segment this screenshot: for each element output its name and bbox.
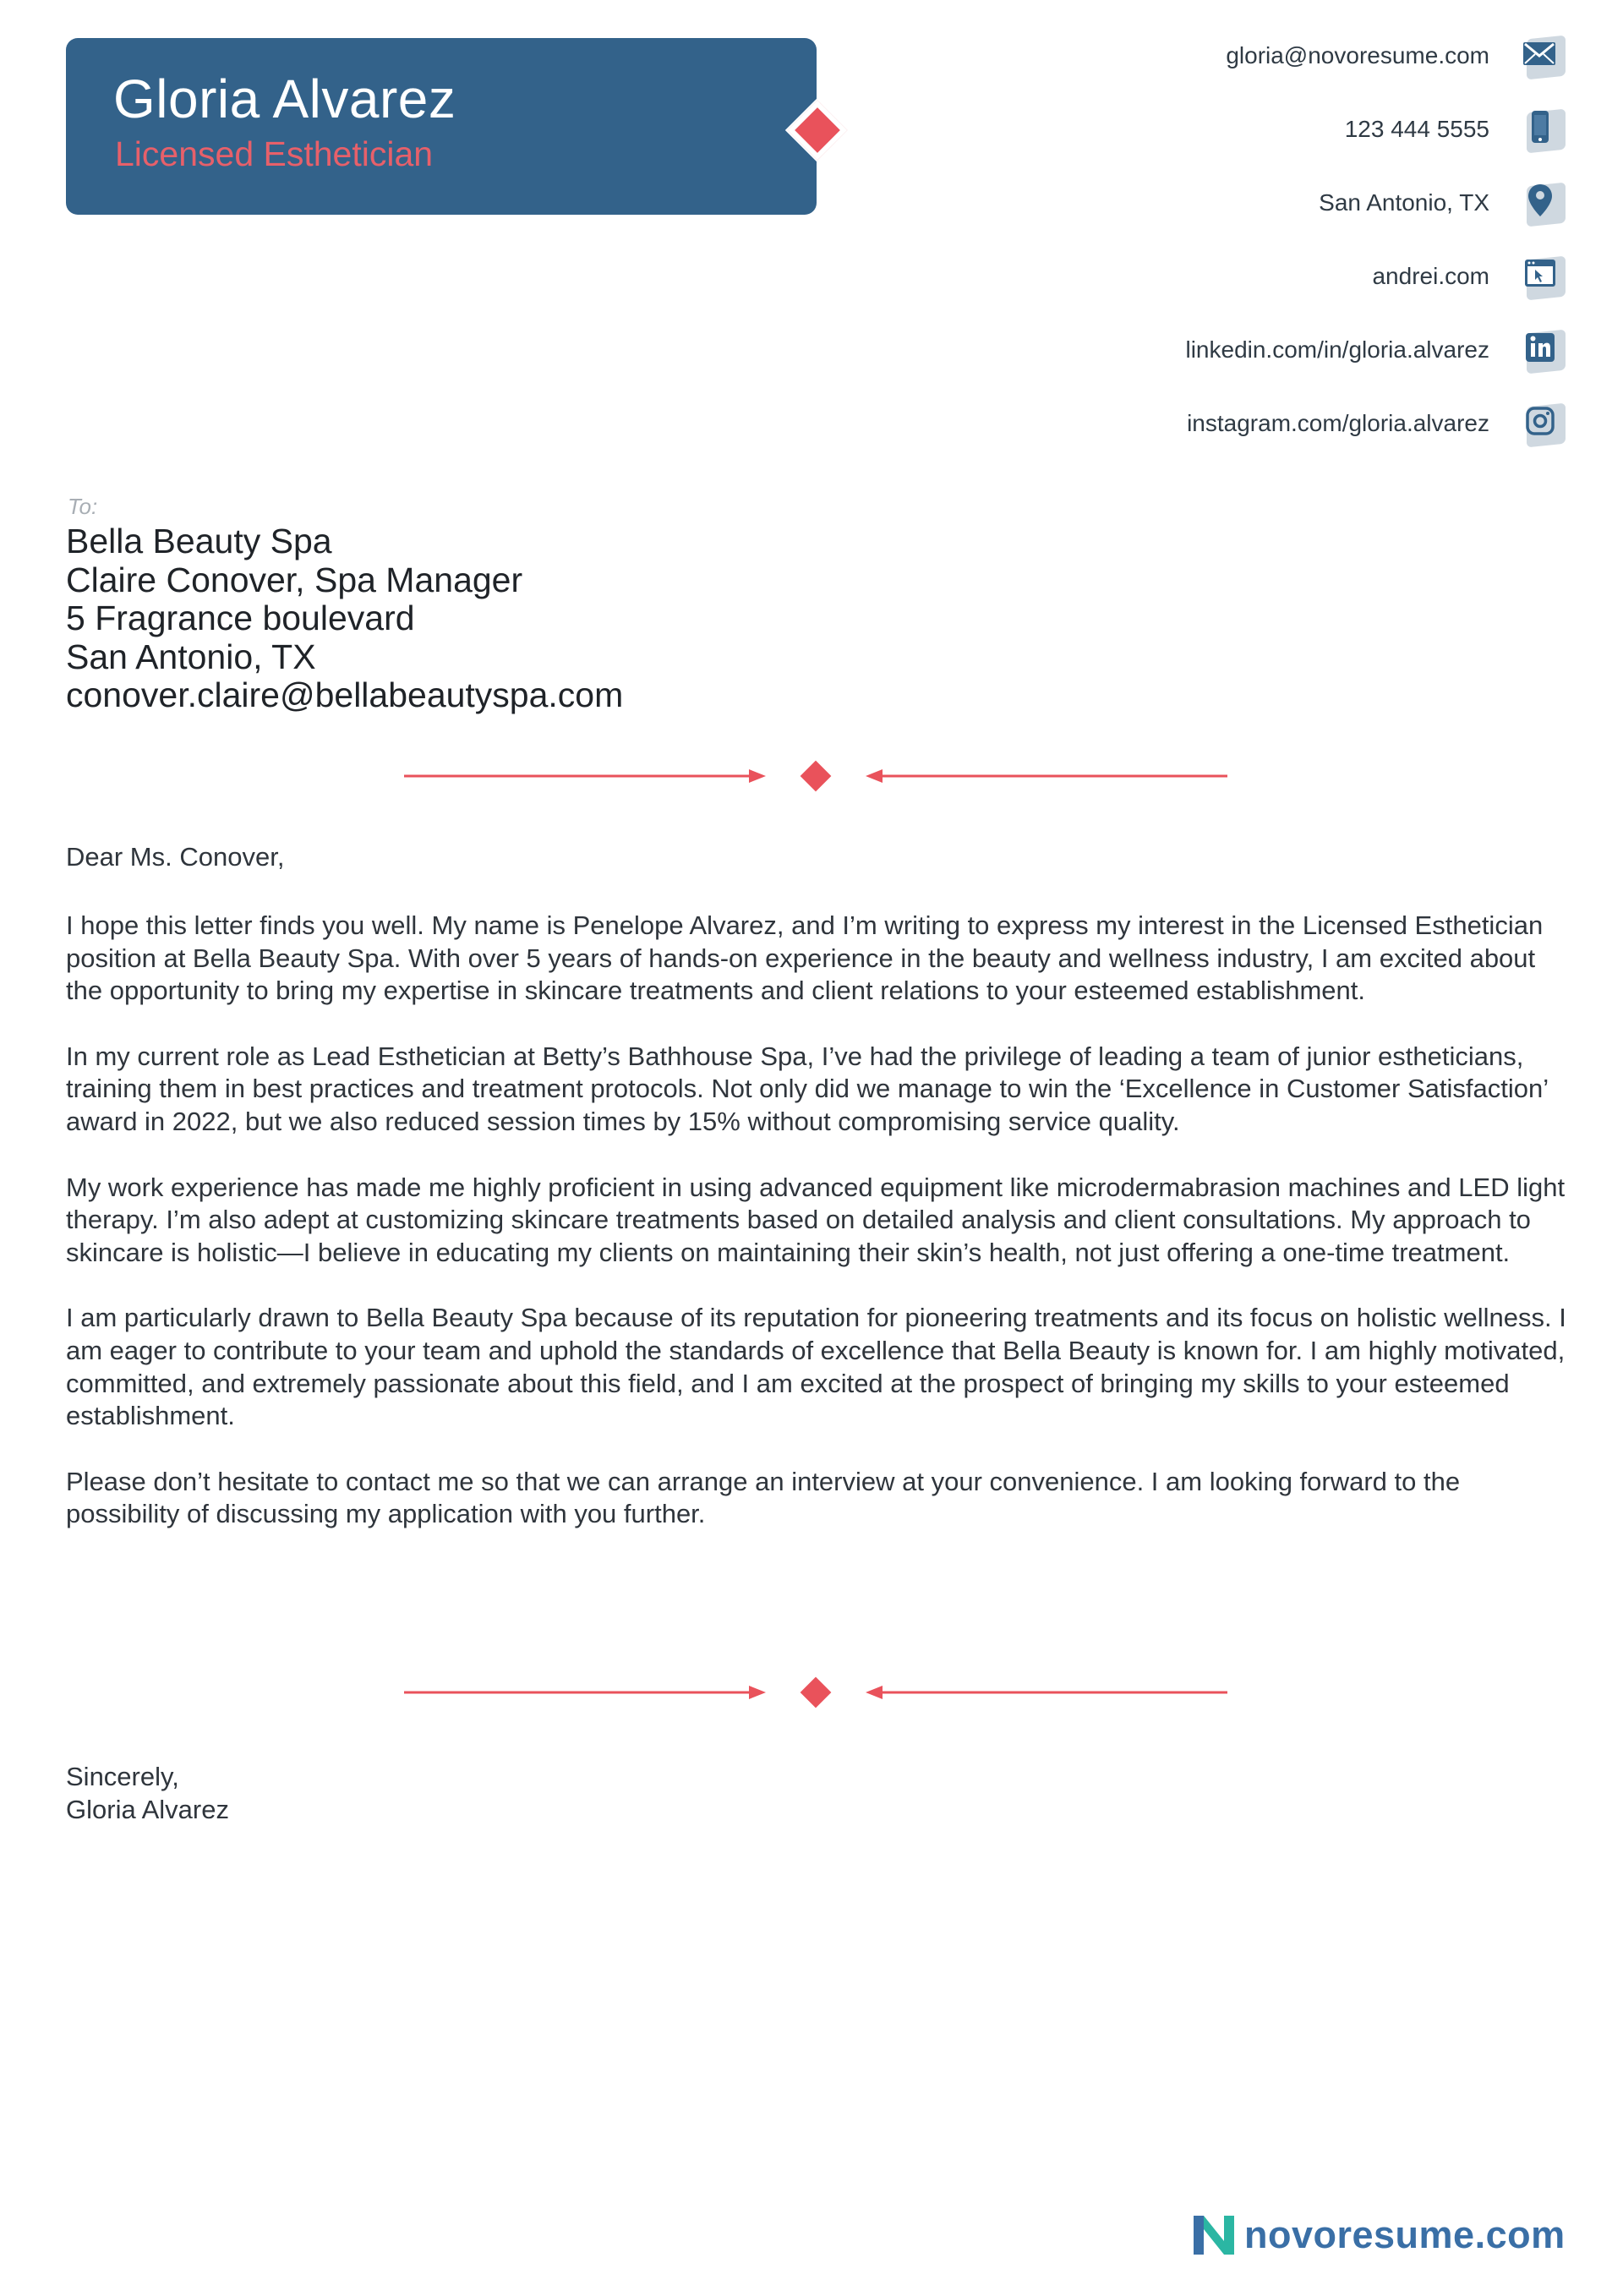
- letter-body: [66, 910, 1571, 1564]
- contact-phone-text[interactable]: 123 444 5555: [1344, 116, 1489, 142]
- contact-instagram-text[interactable]: instagram.com/gloria.alvarez: [1187, 410, 1489, 436]
- contact-website-text[interactable]: andrei.com: [1372, 263, 1489, 289]
- recipient-company: Bella Beauty Spa: [66, 522, 332, 560]
- letter-paragraph: In my current role as Lead Esthetician at Betty’s Bathhouse Spa, I’ve had the privilege of leading a team of junior estheticians, training them in best practices and treatment protocols. Not only did we manage to win the ‘Excellence in Customer Satisfaction’ award in 2022, but we also reduced session times by 15% without compromising service quality.: [66, 1041, 1548, 1136]
- letter-paragraph: I am particularly drawn to Bella Beauty Spa because of its reputation for pioneering treatments and its focus on holistic wellness. I am eager to contribute to your team and uphold the standards of excellence that Bella Beauty is known for. I am highly motivated, committed, and extremely passionate about this field, and I am excited at the prospect of bringing my skills to your esteemed establishment.: [66, 1303, 1566, 1431]
- letter-salutation: Dear Ms. Conover,: [66, 842, 285, 872]
- recipient-city: San Antonio, TX: [66, 637, 316, 676]
- envelope-icon: [1522, 32, 1567, 79]
- name-header-box: [66, 38, 817, 215]
- recipient-street: 5 Fragrance boulevard: [66, 599, 415, 637]
- contact-instagram[interactable]: [1187, 398, 1567, 449]
- phone-icon: [1522, 106, 1567, 153]
- contact-location[interactable]: [1319, 178, 1567, 228]
- closing-phrase: Sincerely,: [66, 1762, 179, 1791]
- recipient-contact-name: Claire Conover, Spa Manager: [66, 560, 523, 599]
- contact-location-text[interactable]: San Antonio, TX: [1319, 189, 1489, 216]
- signature-name: Gloria Alvarez: [66, 1794, 229, 1824]
- contact-phone[interactable]: [1345, 104, 1567, 155]
- recipient-address: [66, 522, 623, 715]
- letter-paragraph: Please don’t hesitate to contact me so that we can arrange an interview at your convenience. I am looking forward to the possibility of discussing my application with you further.: [66, 1466, 1461, 1529]
- novoresume-n-icon: [1190, 2212, 1238, 2258]
- letter-paragraph: I hope this letter finds you well. My name is Penelope Alvarez, and I’m writing to express my interest in the Licensed Esthetician position at Bella Beauty Spa. With over 5 years of hands-on experience in the beauty and wellness industry, I am excited about the opportunity to bring my expertise in skincare treatments and client relations to your esteemed establishment.: [66, 910, 1544, 1006]
- contact-linkedin-text[interactable]: linkedin.com/in/gloria.alvarez: [1185, 336, 1489, 363]
- novoresume-logo[interactable]: [1190, 2212, 1566, 2258]
- linkedin-icon: [1522, 326, 1567, 374]
- bottom-divider: [404, 1676, 1227, 1709]
- top-divider: [404, 759, 1227, 793]
- brand-text: novoresume.com: [1244, 2213, 1566, 2256]
- contact-email-text[interactable]: gloria@novoresume.com: [1226, 42, 1489, 68]
- applicant-name: Gloria Alvarez: [113, 68, 456, 129]
- contact-linkedin[interactable]: [1185, 325, 1567, 375]
- contact-website[interactable]: [1372, 251, 1567, 302]
- to-label: To:: [68, 494, 98, 519]
- location-pin-icon: [1522, 179, 1567, 227]
- letter-paragraph: My work experience has made me highly proficient in using advanced equipment like microdermabrasion machines and LED light therapy. I’m also adept at customizing skincare treatments based on detailed analysis and client consultations. My approach to skincare is holistic—I believe in educating my clients on maintaining their skin’s health, not just offering a one-time treatment.: [66, 1172, 1566, 1267]
- recipient-email[interactable]: conover.claire@bellabeautyspa.com: [66, 675, 624, 714]
- browser-icon: [1522, 253, 1567, 300]
- instagram-icon: [1522, 400, 1567, 447]
- letter-closing: [66, 1761, 229, 1826]
- contact-email[interactable]: [1226, 30, 1567, 81]
- applicant-title: Licensed Esthetician: [115, 134, 434, 173]
